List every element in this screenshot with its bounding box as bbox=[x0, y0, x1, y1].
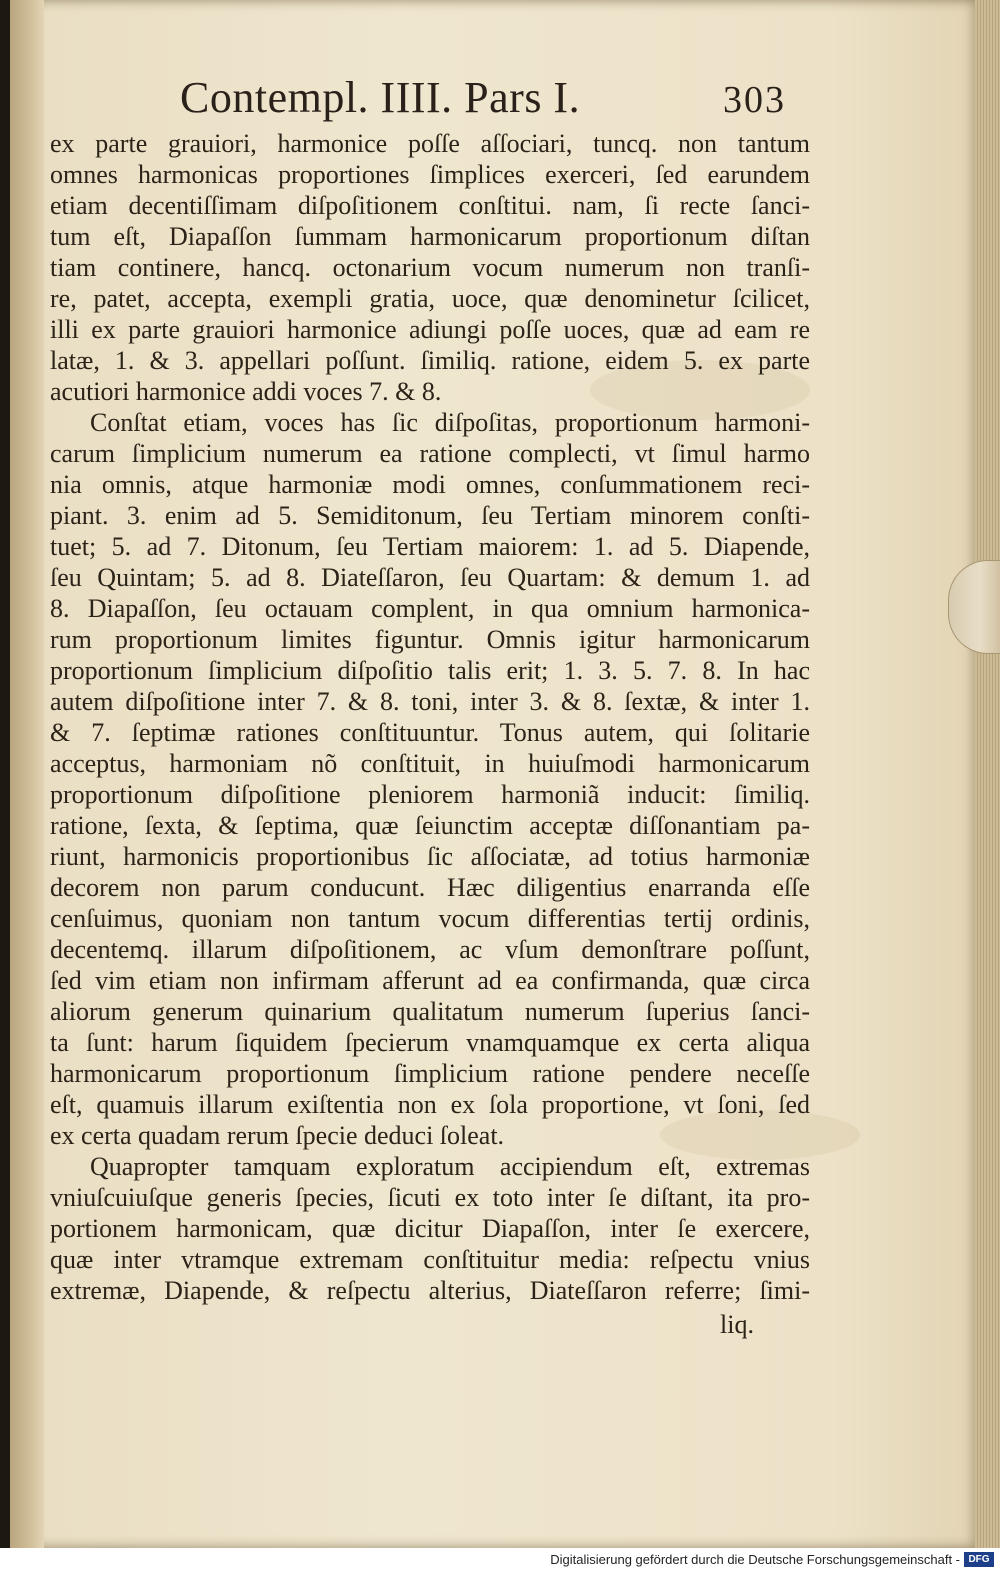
text-line: aliorum generum quinarium qualitatum numerum ſuperius ſanci- bbox=[50, 997, 810, 1026]
fore-edge bbox=[975, 0, 1000, 1548]
text-line: carum ſimplicium numerum ea ratione complecti, vt ſimul harmo bbox=[50, 439, 810, 468]
text-line: ex certa quadam rerum ſpecie deduci ſoleat. bbox=[50, 1121, 505, 1150]
gutter-strip bbox=[10, 0, 44, 1548]
text-line: harmonicarum proportionum ſimplicium ratione pendere neceſſe bbox=[50, 1059, 810, 1088]
text-line: omnes harmonicas proportiones ſimplices exerceri, ſed earundem bbox=[50, 160, 810, 189]
text-line: riunt, harmonicis proportionibus ſic aſſociatæ, ad totius harmoniæ bbox=[50, 842, 810, 871]
text-line: Quapropter tamquam exploratum accipiendum eſt, extremas bbox=[90, 1152, 810, 1181]
text-line: tiam continere, hancq. octonarium vocum numerum non tranſi- bbox=[50, 253, 810, 282]
text-line: Conſtat etiam, voces has ſic diſpoſitas, proportionum harmoni- bbox=[90, 408, 810, 437]
text-line: ex parte grauiori, harmonice poſſe aſſociari, tuncq. non tantum bbox=[50, 129, 810, 158]
text-line: piant. 3. enim ad 5. Semiditonum, ſeu Tertiam minorem conſti- bbox=[50, 501, 810, 530]
text-line: rum proportionum limites figuntur. Omnis igitur harmonicarum bbox=[50, 625, 810, 654]
text-line: tuet; 5. ad 7. Ditonum, ſeu Tertiam maiorem: 1. ad 5. Diapende, bbox=[50, 532, 810, 561]
text-line: illi ex parte grauiori harmonice adiungi poſſe uoces, quæ ad eam re bbox=[50, 315, 810, 344]
text-line: quæ inter vtramque extremam conſtituitur media: reſpectu vnius bbox=[50, 1245, 810, 1274]
text-line: tum eſt, Diapaſſon ſummam harmonicarum proportionum diſtan bbox=[50, 222, 810, 251]
text-line: re, patet, accepta, exempli gratia, uoce, quæ denominetur ſcilicet, bbox=[50, 284, 810, 313]
text-line: vniuſcuiuſque generis ſpecies, ſicuti ex toto inter ſe diſtant, ita pro- bbox=[50, 1183, 810, 1212]
text-line: portionem harmonicam, quæ dicitur Diapaſſon, inter ſe exercere, bbox=[50, 1214, 810, 1243]
text-line: ſeu Quintam; 5. ad 8. Diateſſaron, ſeu Quartam: & demum 1. ad bbox=[50, 563, 810, 592]
text-line: ratione, ſexta, & ſeptima, quæ ſeiunctim acceptæ diſſonantiam pa- bbox=[50, 811, 810, 840]
text-line: acceptus, harmoniam nõ conſtituit, in huiuſmodi harmonicarum bbox=[50, 749, 810, 778]
text-line: eſt, quamuis illarum exiſtentia non ex ſola proportione, vt ſoni, ſed bbox=[50, 1090, 810, 1119]
dfg-logo-icon: DFG bbox=[964, 1552, 994, 1567]
catchword: liq. bbox=[720, 1310, 754, 1339]
text-line: latæ, 1. & 3. appellari poſſunt. ſimiliq. ratione, eidem 5. ex parte bbox=[50, 346, 810, 375]
text-line: 8. Diapaſſon, ſeu octauam complent, in qua omnium harmonica- bbox=[50, 594, 810, 623]
running-head bbox=[180, 72, 800, 122]
text-line: decorem non parum conducunt. Hæc diligentius enarranda eſſe bbox=[50, 873, 810, 902]
text-line: ta ſunt: harum ſiquidem ſpecierum vnamquamque ex certa aliqua bbox=[50, 1028, 810, 1057]
main-text bbox=[50, 128, 810, 1306]
footer-credit: Digitalisierung gefördert durch die Deutsche Forschungsgemeinschaft - bbox=[550, 1552, 960, 1567]
text-line: decentemq. illarum diſpoſitionem, ac vſum demonſtrare poſſunt, bbox=[50, 935, 810, 964]
text-line: extremæ, Diapende, & reſpectu alterius, Diateſſaron referre; ſimi- bbox=[50, 1276, 810, 1305]
text-line: nia omnis, atque harmoniæ modi omnes, conſummationem reci- bbox=[50, 470, 810, 499]
text-line: acutiori harmonice addi voces 7. & 8. bbox=[50, 377, 442, 406]
running-head-title: Contempl. IIII. Pars I. bbox=[180, 73, 581, 122]
text-line: cenſuimus, quoniam non tantum vocum differentias tertij ordinis, bbox=[50, 904, 810, 933]
text-line: autem diſpoſitione inter 7. & 8. toni, inter 3. & 8. ſextæ, & inter 1. bbox=[50, 687, 810, 716]
text-line: etiam decentiſſimam diſpoſitionem conſtitui. nam, ſi recte ſanci- bbox=[50, 191, 810, 220]
text-line: proportionum diſpoſitione pleniorem harmoniã inducit: ſimiliq. bbox=[50, 780, 810, 809]
text-line: & 7. ſeptimæ rationes conſtituuntur. Tonus autem, qui ſolitarie bbox=[50, 718, 810, 747]
text-line: proportionum ſimplicium diſpoſitio talis erit; 1. 3. 5. 7. 8. In hac bbox=[50, 656, 810, 685]
footer-bar bbox=[0, 1548, 1000, 1572]
page-number: 303 bbox=[723, 79, 786, 121]
text-line: ſed vim etiam non infirmam afferunt ad ea confirmanda, quæ circa bbox=[50, 966, 810, 995]
